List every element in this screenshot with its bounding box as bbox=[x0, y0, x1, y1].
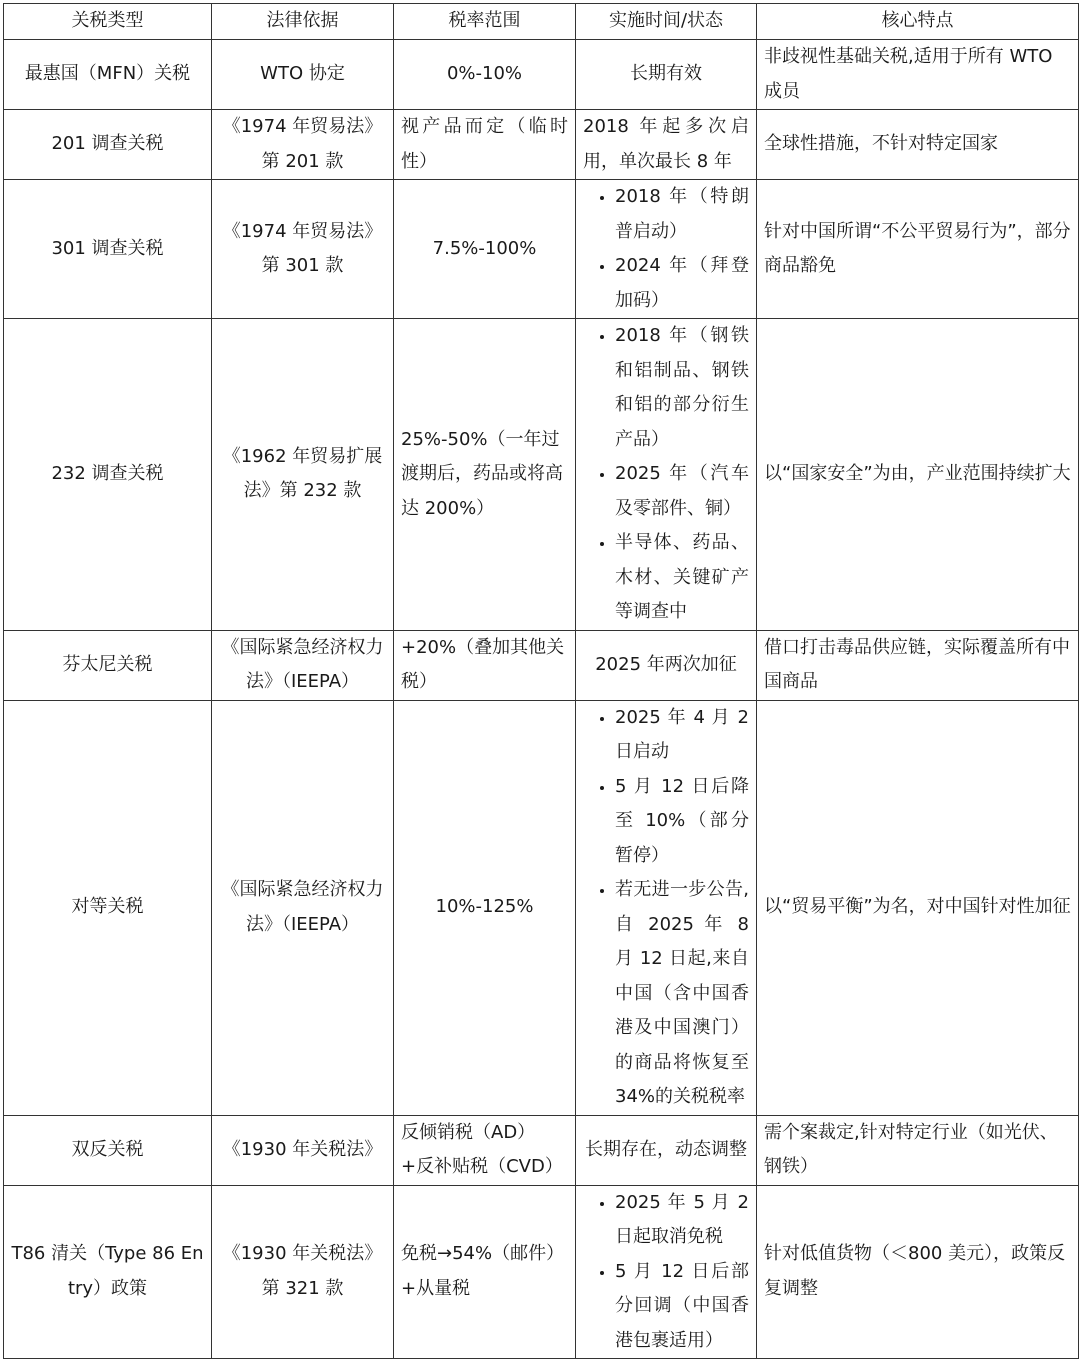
cell-type: 双反关税 bbox=[4, 1115, 212, 1185]
header-rate: 税率范围 bbox=[394, 4, 576, 40]
cell-feature: 针对中国所谓“不公平贸易行为”，部分商品豁免 bbox=[757, 180, 1079, 319]
cell-rate: 反倾销税（AD）+反补贴税（CVD） bbox=[394, 1115, 576, 1185]
time-list bbox=[583, 319, 749, 630]
cell-law: 《1974 年贸易法》第 301 款 bbox=[212, 180, 394, 319]
cell-type: 芬太尼关税 bbox=[4, 630, 212, 700]
cell-time: 2018 年起多次启用，单次最长 8 年 bbox=[576, 110, 757, 180]
table-row bbox=[4, 40, 1079, 110]
table-row bbox=[4, 1115, 1079, 1185]
cell-rate: 7.5%-100% bbox=[394, 180, 576, 319]
header-law: 法律依据 bbox=[212, 4, 394, 40]
time-list bbox=[583, 180, 749, 318]
cell-feature: 针对低值货物（＜800 美元），政策反复调整 bbox=[757, 1185, 1079, 1359]
tariff-table bbox=[3, 3, 1079, 1359]
list-item: • 2018 年（特朗普启动） bbox=[615, 180, 749, 249]
cell-time bbox=[576, 319, 757, 631]
table-row bbox=[4, 700, 1079, 1115]
cell-time: 长期有效 bbox=[576, 40, 757, 110]
cell-time bbox=[576, 700, 757, 1115]
cell-rate: +20%（叠加其他关税） bbox=[394, 630, 576, 700]
cell-feature: 全球性措施，不针对特定国家 bbox=[757, 110, 1079, 180]
list-item: • 2025 年（汽车及零部件、铜） bbox=[615, 457, 749, 526]
time-list bbox=[583, 701, 749, 1115]
cell-type: T86 清关（Type 86 Entry）政策 bbox=[4, 1185, 212, 1359]
cell-law: 《1962 年贸易扩展法》第 232 款 bbox=[212, 319, 394, 631]
cell-type: 301 调查关税 bbox=[4, 180, 212, 319]
cell-rate: 视产品而定（临时性） bbox=[394, 110, 576, 180]
cell-rate: 25%-50%（一年过渡期后，药品或将高达 200%） bbox=[394, 319, 576, 631]
table-row bbox=[4, 630, 1079, 700]
cell-feature: 以“贸易平衡”为名，对中国针对性加征 bbox=[757, 700, 1079, 1115]
list-item: • 2018 年（钢铁和铝制品、钢铁和铝的部分衍生产品） bbox=[615, 319, 749, 457]
list-item: • 2025 年 5 月 2 日起取消免税 bbox=[615, 1186, 749, 1255]
cell-law: 《1930 年关税法》 bbox=[212, 1115, 394, 1185]
header-time: 实施时间/状态 bbox=[576, 4, 757, 40]
table-row bbox=[4, 319, 1079, 631]
cell-rate: 10%-125% bbox=[394, 700, 576, 1115]
cell-time bbox=[576, 1185, 757, 1359]
list-item: • 半导体、药品、木材、关键矿产等调查中 bbox=[615, 526, 749, 630]
cell-law: 《国际紧急经济权力法》（IEEPA） bbox=[212, 630, 394, 700]
cell-rate: 0%-10% bbox=[394, 40, 576, 110]
list-item: • 5 月 12 日后部分回调（中国香港包裹适用） bbox=[615, 1255, 749, 1359]
list-item: • 2025 年 4 月 2 日启动 bbox=[615, 701, 749, 770]
table-row bbox=[4, 1185, 1079, 1359]
cell-feature: 需个案裁定,针对特定行业（如光伏、钢铁） bbox=[757, 1115, 1079, 1185]
cell-feature: 非歧视性基础关税,适用于所有 WTO 成员 bbox=[757, 40, 1079, 110]
cell-type: 201 调查关税 bbox=[4, 110, 212, 180]
list-item: • 5 月 12 日后降至 10%（部分暂停） bbox=[615, 770, 749, 874]
cell-time: 长期存在，动态调整 bbox=[576, 1115, 757, 1185]
table-row bbox=[4, 110, 1079, 180]
header-row bbox=[4, 4, 1079, 40]
cell-law: 《1930 年关税法》第 321 款 bbox=[212, 1185, 394, 1359]
cell-time: 2025 年两次加征 bbox=[576, 630, 757, 700]
list-item: • 若无进一步公告,自 2025 年 8 月 12 日起,来自中国（含中国香港及中国澳门）的商品将恢复至 34%的关税税率 bbox=[615, 873, 749, 1115]
table-row bbox=[4, 180, 1079, 319]
list-item: • 2024 年（拜登加码） bbox=[615, 249, 749, 318]
cell-rate: 免税→54%（邮件）+从量税 bbox=[394, 1185, 576, 1359]
cell-time bbox=[576, 180, 757, 319]
cell-type: 最惠国（MFN）关税 bbox=[4, 40, 212, 110]
cell-law: WTO 协定 bbox=[212, 40, 394, 110]
time-list bbox=[583, 1186, 749, 1359]
cell-law: 《1974 年贸易法》第 201 款 bbox=[212, 110, 394, 180]
header-type: 关税类型 bbox=[4, 4, 212, 40]
cell-law: 《国际紧急经济权力法》（IEEPA） bbox=[212, 700, 394, 1115]
cell-type: 对等关税 bbox=[4, 700, 212, 1115]
cell-feature: 借口打击毒品供应链，实际覆盖所有中国商品 bbox=[757, 630, 1079, 700]
cell-feature: 以“国家安全”为由，产业范围持续扩大 bbox=[757, 319, 1079, 631]
cell-type: 232 调查关税 bbox=[4, 319, 212, 631]
header-feature: 核心特点 bbox=[757, 4, 1079, 40]
